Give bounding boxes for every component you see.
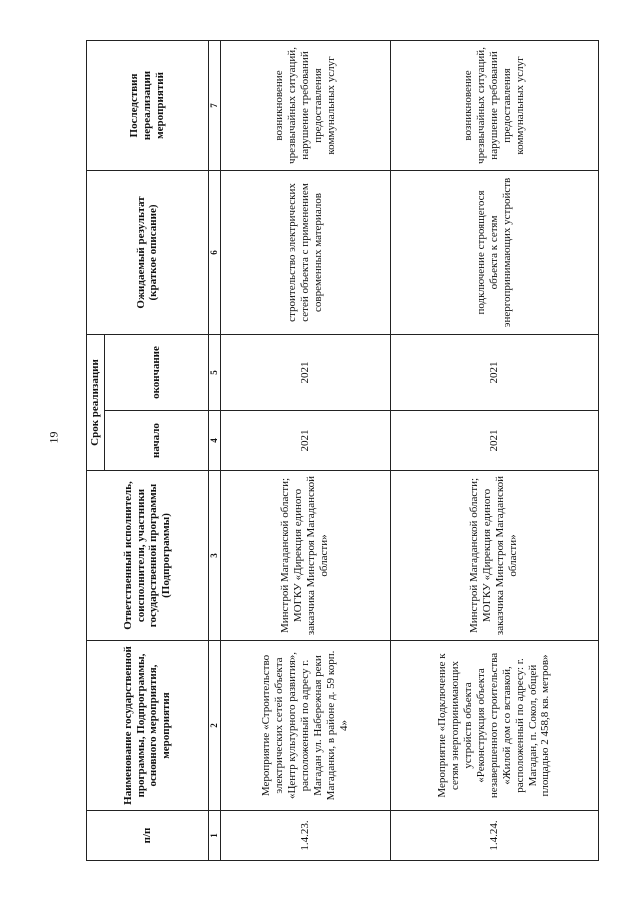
column-number: 7 [208, 40, 220, 170]
column-number-row [208, 40, 220, 860]
column-number: 4 [208, 411, 220, 471]
rotated-table-wrapper [86, 41, 596, 861]
measures-table [86, 40, 599, 861]
row-name: Мероприятие «Подключение к сетям энергопринимающих устройств объекта «Реконструкция объекта незавершенного строительства «Жилой дом со вставкой, расположенный по адресу: г. Магадан, п. Сокол, общей площадью 2 458,8 кв. метров» [390, 641, 598, 811]
row-end: 2021 [220, 334, 390, 410]
row-result: подключение строящегося объекта к сетям энергопринимающих устройств [390, 170, 598, 334]
column-number: 1 [208, 811, 220, 861]
row-executor: Минстрой Магаданской области; МОГКУ «Дирекция единого заказчика Минстроя Магаданской области» [390, 471, 598, 641]
row-consequences: возникновение чрезвычайных ситуаций, нарушение требований предоставления коммунальных услуг [390, 40, 598, 170]
row-consequences: возникновение чрезвычайных ситуаций, нарушение требований предоставления коммунальных услуг [220, 40, 390, 170]
header-period: Срок реализации [87, 334, 105, 470]
column-number: 6 [208, 170, 220, 334]
row-result: строительство электрических сетей объекта с применением современных материалов [220, 170, 390, 334]
table-row [390, 40, 598, 860]
row-executor: Минстрой Магаданской области; МОГКУ «Дирекция единого заказчика Минстроя Магаданской области» [220, 471, 390, 641]
row-num: 1.4.23. [220, 811, 390, 861]
column-number: 5 [208, 334, 220, 410]
row-num: 1.4.24. [390, 811, 598, 861]
header-result: Ожидаемый результат (краткое описание) [87, 170, 209, 334]
table-row [220, 40, 390, 860]
header-name: Наименование государственной программы, Подпрограммы, основного мероприятия, мероприятия [87, 641, 209, 811]
header-start: начало [104, 411, 208, 471]
row-name: Мероприятие «Строительство электрических сетей объекта «Центр культурного развития», расположенный по адресу г. Магадан ул. Набережная реки Магаданки, в районе д. 59 корп. 4» [220, 641, 390, 811]
page-number: 19 [46, 431, 61, 444]
header-num: п/п [87, 811, 209, 861]
header-consequences: Последствия нереализации мероприятий [87, 40, 209, 170]
column-number: 3 [208, 471, 220, 641]
column-number: 2 [208, 641, 220, 811]
row-start: 2021 [220, 411, 390, 471]
header-executor: Ответственный исполнитель, соисполнители, участники государственной программы (Подпрограммы) [87, 471, 209, 641]
header-end: окончание [104, 334, 208, 410]
row-end: 2021 [390, 334, 598, 410]
row-start: 2021 [390, 411, 598, 471]
